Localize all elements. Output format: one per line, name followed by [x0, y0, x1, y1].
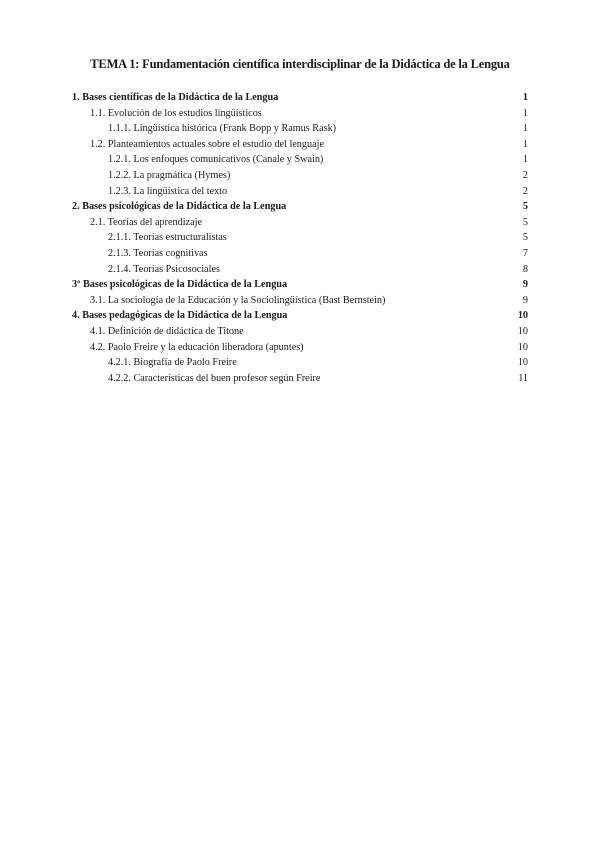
toc-entry-page-number: 10 [517, 310, 528, 322]
toc-entry-label: 4.2. Paolo Freire y la educación liberadora (apuntes) [90, 341, 304, 353]
toc-entry[interactable] [72, 355, 528, 371]
toc-entry-page-number: 5 [522, 201, 528, 213]
toc-entry[interactable] [72, 371, 528, 387]
toc-entry-page-number: 1 [522, 92, 528, 103]
toc-entry-page-number: 10 [517, 357, 528, 369]
toc-entry-page-number: 1 [522, 107, 528, 119]
toc-entry[interactable] [72, 199, 528, 215]
toc-entry[interactable] [72, 215, 528, 231]
toc-entry[interactable] [72, 230, 528, 246]
toc-entry[interactable] [72, 277, 528, 293]
toc-entry-page-number: 8 [522, 263, 528, 275]
toc-entry-label: 3.1. La sociología de la Educación y la Sociolingüística (Bast Bernstein) [90, 294, 386, 306]
toc-entry-label: 1.2. Planteamientos actuales sobre el estudio del lenguaje [90, 138, 324, 150]
toc-entry[interactable] [72, 184, 528, 200]
toc-entry[interactable] [72, 168, 528, 184]
toc-entry-label: 2.1.4. Teorías Psicosociales [108, 263, 220, 275]
toc-entry[interactable] [72, 293, 528, 309]
toc-entry[interactable] [72, 152, 528, 168]
toc-entry-label: 4. Bases pedagógicas de la Didáctica de la Lengua [72, 310, 288, 322]
toc-entry-page-number: 7 [522, 247, 528, 259]
toc-entry-label: 1.2.1. Los enfoques comunicativos (Canale y Swain) [108, 154, 324, 166]
toc-entry-label: 4.1. Definición de didáctica de Titone [90, 325, 244, 337]
toc-entry-page-number: 5 [522, 232, 528, 244]
toc-entry[interactable] [72, 137, 528, 153]
toc-entry[interactable] [72, 324, 528, 340]
toc-entry-label: 1.1.1. Lingüística histórica (Frank Bopp y Ramus Rask) [108, 123, 337, 135]
toc-entry-page-number: 10 [517, 325, 528, 337]
toc-entry-label: 1.1. Evolución de los estudios lingüísticos [90, 107, 262, 119]
toc-entry-page-number: 10 [517, 341, 528, 353]
toc-entry-page-number: 1 [522, 138, 528, 150]
toc-entry-label: 1.2.2. La pragmática (Hymes) [108, 169, 231, 181]
document-title: TEMA 1: Fundamentación científica interdisciplinar de la Didáctica de la Lengua [90, 57, 510, 71]
toc-entry-page-number: 5 [522, 216, 528, 228]
toc-entry-label: 2.1. Teorías del aprendizaje [90, 216, 202, 228]
toc-entry-label: 2.1.3. Teorías cognitivas [108, 247, 208, 259]
toc-entry-page-number: 1 [522, 154, 528, 166]
toc-entry-page-number: 2 [522, 185, 528, 197]
toc-entry[interactable] [72, 106, 528, 122]
toc-entry-page-number: 2 [522, 169, 528, 181]
toc-entry-label: 1. Bases científicas de la Didáctica de la Lengua [72, 92, 279, 103]
toc-entry[interactable] [72, 90, 528, 106]
toc-entry-label: 2.1.1. Teorías estructuralistas [108, 232, 227, 244]
toc-entry[interactable] [72, 308, 528, 324]
toc-entry[interactable] [72, 340, 528, 356]
toc-entry-label: 1.2.3. La lingüística del texto [108, 185, 228, 197]
toc-entry[interactable] [72, 262, 528, 278]
toc-entry-label: 4.2.1. Biografía de Paolo Freire [108, 357, 237, 369]
toc-entry-page-number: 9 [522, 294, 528, 306]
toc-entry-label: 4.2.2. Características del buen profesor según Freire [108, 372, 321, 384]
toc-entry-page-number: 1 [522, 123, 528, 135]
toc-entry-label: 3º Bases psicológicas de la Didáctica de la Lengua [72, 279, 288, 291]
table-of-contents [72, 90, 528, 386]
toc-entry-page-number: 9 [522, 279, 528, 291]
toc-entry[interactable] [72, 121, 528, 137]
toc-entry[interactable] [72, 246, 528, 262]
toc-entry-page-number: 11 [518, 372, 528, 384]
toc-entry-label: 2. Bases psicológicas de la Didáctica de la Lengua [72, 201, 287, 213]
